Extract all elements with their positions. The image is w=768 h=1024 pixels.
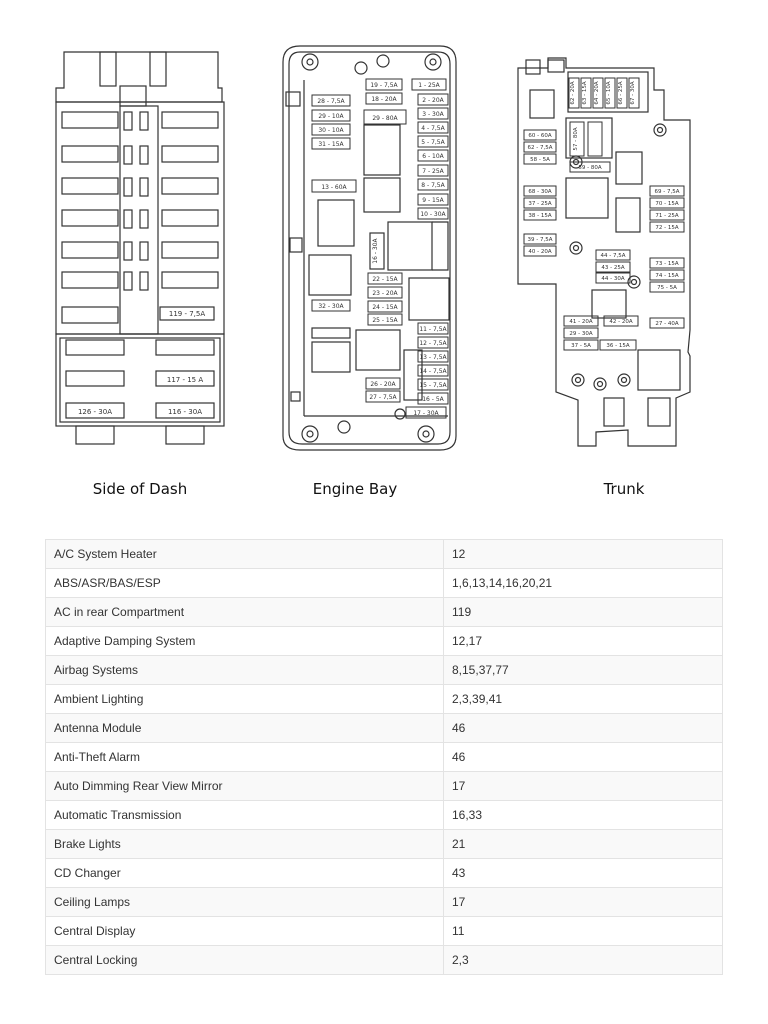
fuse-label: 69 - 7,5A: [654, 189, 680, 195]
fuse-label: 72 - 15A: [655, 225, 679, 231]
fuse-assignment-table: [45, 539, 723, 975]
system-cell: Ambient Lighting: [46, 685, 444, 714]
fuse-label: 62 - 20A: [570, 81, 576, 105]
dash-right-fuse-slot: [162, 178, 218, 194]
fuse-label: 27 - 7,5A: [369, 394, 397, 401]
fuse-label: 15 - 7,5A: [419, 382, 447, 389]
dash-left-fuse-slot: [62, 242, 118, 258]
fuse-label: 18 - 20A: [371, 96, 397, 103]
fuse-label: 8 - 7,5A: [421, 182, 445, 189]
dash-left-fuse-slot: [62, 112, 118, 128]
system-cell: AC in rear Compartment: [46, 598, 444, 627]
fuse-label: 42 - 20A: [609, 319, 633, 325]
fuse-label: 5 - 7,5A: [421, 139, 445, 146]
system-cell: Auto Dimming Rear View Mirror: [46, 772, 444, 801]
fuse-label: 10 - 30A: [420, 211, 446, 218]
dash-left-fuse-slot: [62, 272, 118, 288]
fuse-label: 23 - 20A: [372, 290, 398, 297]
table-row: [46, 569, 723, 598]
fuse-label: 25 - 15A: [372, 317, 398, 324]
dash-right-fuse-slot: [162, 272, 218, 288]
fuses-cell: 46: [444, 743, 723, 772]
fuse-label: 16 - 5A: [422, 396, 444, 403]
fuse-label: 11 - 7,5A: [419, 326, 447, 333]
fuse-label: 39 - 7,5A: [527, 237, 553, 243]
dash-center-fuse-slot: [124, 242, 132, 260]
fuse-label: 6 - 10A: [422, 153, 444, 160]
table-row: [46, 685, 723, 714]
fuse-label: 28 - 7,5A: [317, 98, 345, 105]
table-row: [46, 917, 723, 946]
fuse-label: 58 - 5A: [530, 157, 550, 163]
table-row: [46, 946, 723, 975]
dash-fuse-box-drawing: [56, 52, 224, 444]
fuse-label: 41 - 20A: [569, 319, 593, 325]
fuse-label: 29 - 30A: [569, 331, 593, 337]
fuses-cell: 21: [444, 830, 723, 859]
fuse-label: 31 - 15A: [318, 141, 344, 148]
fuse-label: 32 - 30A: [318, 303, 344, 310]
engine-fuse-labels: [312, 79, 448, 418]
fuse-label: 38 - 15A: [528, 213, 552, 219]
table-row: [46, 830, 723, 859]
fuse-label: 70 - 15A: [655, 201, 679, 207]
table-row: [46, 540, 723, 569]
fuses-cell: 119: [444, 598, 723, 627]
table-row: [46, 888, 723, 917]
system-cell: Antenna Module: [46, 714, 444, 743]
fuse-label: 44 - 7,5A: [600, 253, 626, 259]
fuses-cell: 8,15,37,77: [444, 656, 723, 685]
fuses-cell: 2,3: [444, 946, 723, 975]
system-cell: Adaptive Damping System: [46, 627, 444, 656]
fuses-cell: 17: [444, 772, 723, 801]
fuse-label: 4 - 7,5A: [421, 125, 445, 132]
fuse-label: 1 - 25A: [418, 82, 440, 89]
fuse-label: 37 - 5A: [571, 343, 591, 349]
dash-right-fuse-slot: [162, 242, 218, 258]
system-cell: Airbag Systems: [46, 656, 444, 685]
dash-right-fuse-slot: [162, 112, 218, 128]
dash-fuse-119: 119 - 7,5A: [168, 310, 206, 318]
fuse-box-drawings: [0, 0, 768, 470]
dash-center-fuse-slot: [140, 242, 148, 260]
fuse-label: 74 - 15A: [655, 273, 679, 279]
fuse-label: 71 - 25A: [655, 213, 679, 219]
fuses-cell: 12: [444, 540, 723, 569]
fuse-label: 68 - 30A: [528, 189, 552, 195]
table-row: [46, 714, 723, 743]
system-cell: CD Changer: [46, 859, 444, 888]
fuse-label: 40 - 20A: [528, 249, 552, 255]
table-row: [46, 598, 723, 627]
system-cell: ABS/ASR/BAS/ESP: [46, 569, 444, 598]
fuse-label: 43 - 25A: [601, 265, 625, 271]
table-row: [46, 772, 723, 801]
table-row: [46, 743, 723, 772]
fuse-label: 60 - 60A: [528, 133, 552, 139]
fuses-cell: 17: [444, 888, 723, 917]
table-row: [46, 859, 723, 888]
dash-left-fuse-slot: [62, 210, 118, 226]
dash-center-fuse-slot: [140, 178, 148, 196]
dash-center-fuse-slot: [124, 178, 132, 196]
fuse-label: 30 - 10A: [318, 127, 344, 134]
dash-panel-title: Side of Dash: [92, 480, 188, 498]
fuse-label: 12 - 7,5A: [419, 340, 447, 347]
fuse-label: 65 - 10A: [606, 81, 612, 105]
dash-center-fuse-slot: [140, 146, 148, 164]
dash-fuse-117: 117 - 15 A: [166, 376, 204, 384]
fuses-cell: 43: [444, 859, 723, 888]
table-row: [46, 801, 723, 830]
fuses-cell: 12,17: [444, 627, 723, 656]
fuses-cell: 16,33: [444, 801, 723, 830]
trunk-panel-title: Trunk: [603, 480, 645, 498]
fuse-label: 29 - 80A: [372, 115, 398, 122]
fuse-label: 29 - 10A: [318, 113, 344, 120]
dash-left-fuse-slot: [62, 307, 118, 323]
system-cell: Anti-Theft Alarm: [46, 743, 444, 772]
fuse-label: 13 - 60A: [321, 184, 347, 191]
fuse-label: 24 - 15A: [372, 304, 398, 311]
dash-right-fuse-slot: [162, 210, 218, 226]
fuse-label: 67 - 30A: [630, 81, 636, 105]
dash-right-fuse-slot: [162, 146, 218, 162]
fuse-label: 3 - 30A: [422, 111, 444, 118]
dash-center-fuse-slot: [140, 210, 148, 228]
dash-fuse-116: 116 - 30A: [167, 408, 203, 416]
fuse-label: 59 - 80A: [578, 165, 602, 171]
system-cell: Automatic Transmission: [46, 801, 444, 830]
fuses-cell: 1,6,13,14,16,20,21: [444, 569, 723, 598]
system-cell: Ceiling Lamps: [46, 888, 444, 917]
fuses-cell: 11: [444, 917, 723, 946]
fuse-label: 16 - 30A: [372, 238, 379, 264]
system-cell: A/C System Heater: [46, 540, 444, 569]
dash-center-fuse-slot: [124, 272, 132, 290]
table-row: [46, 656, 723, 685]
system-cell: Central Locking: [46, 946, 444, 975]
fuse-label: 36 - 15A: [606, 343, 630, 349]
fuse-label: 9 - 15A: [422, 197, 444, 204]
fuse-label: 44 - 30A: [601, 276, 625, 282]
dash-fuse-126: 126 - 30A: [77, 408, 113, 416]
fuse-label: 63 - 15A: [582, 81, 588, 105]
fuse-label: 26 - 20A: [370, 381, 396, 388]
fuse-label: 66 - 25A: [618, 81, 624, 105]
fuse-label: 27 - 40A: [655, 321, 679, 327]
fuse-label: 37 - 25A: [528, 201, 552, 207]
fuse-label: 17 - 30A: [413, 410, 439, 417]
dash-center-fuse-slot: [140, 112, 148, 130]
fuses-cell: 46: [444, 714, 723, 743]
fuse-label: 7 - 25A: [422, 168, 444, 175]
system-cell: Central Display: [46, 917, 444, 946]
engine-panel-title: Engine Bay: [312, 480, 398, 498]
fuse-label: 57 - 80A: [573, 127, 579, 151]
system-cell: Brake Lights: [46, 830, 444, 859]
fuse-label: 14 - 7,5A: [419, 368, 447, 375]
fuse-label: 22 - 15A: [372, 276, 398, 283]
dash-center-fuse-slot: [124, 210, 132, 228]
fuse-label: 62 - 7,5A: [527, 145, 553, 151]
dash-left-fuse-slot: [62, 178, 118, 194]
fuse-label: 64 - 20A: [594, 81, 600, 105]
dash-center-fuse-slot: [140, 272, 148, 290]
fuses-cell: 2,3,39,41: [444, 685, 723, 714]
fuse-label: 73 - 15A: [655, 261, 679, 267]
fuse-label: 19 - 7,5A: [370, 82, 398, 89]
fuse-label: 13 - 7,5A: [419, 354, 447, 361]
table-row: [46, 627, 723, 656]
dash-center-fuse-slot: [124, 146, 132, 164]
trunk-fuse-labels: [524, 78, 684, 350]
fuse-label: 2 - 20A: [422, 97, 444, 104]
fuse-label: 75 - 5A: [657, 285, 677, 291]
dash-center-fuse-slot: [124, 112, 132, 130]
dash-left-fuse-slot: [62, 146, 118, 162]
